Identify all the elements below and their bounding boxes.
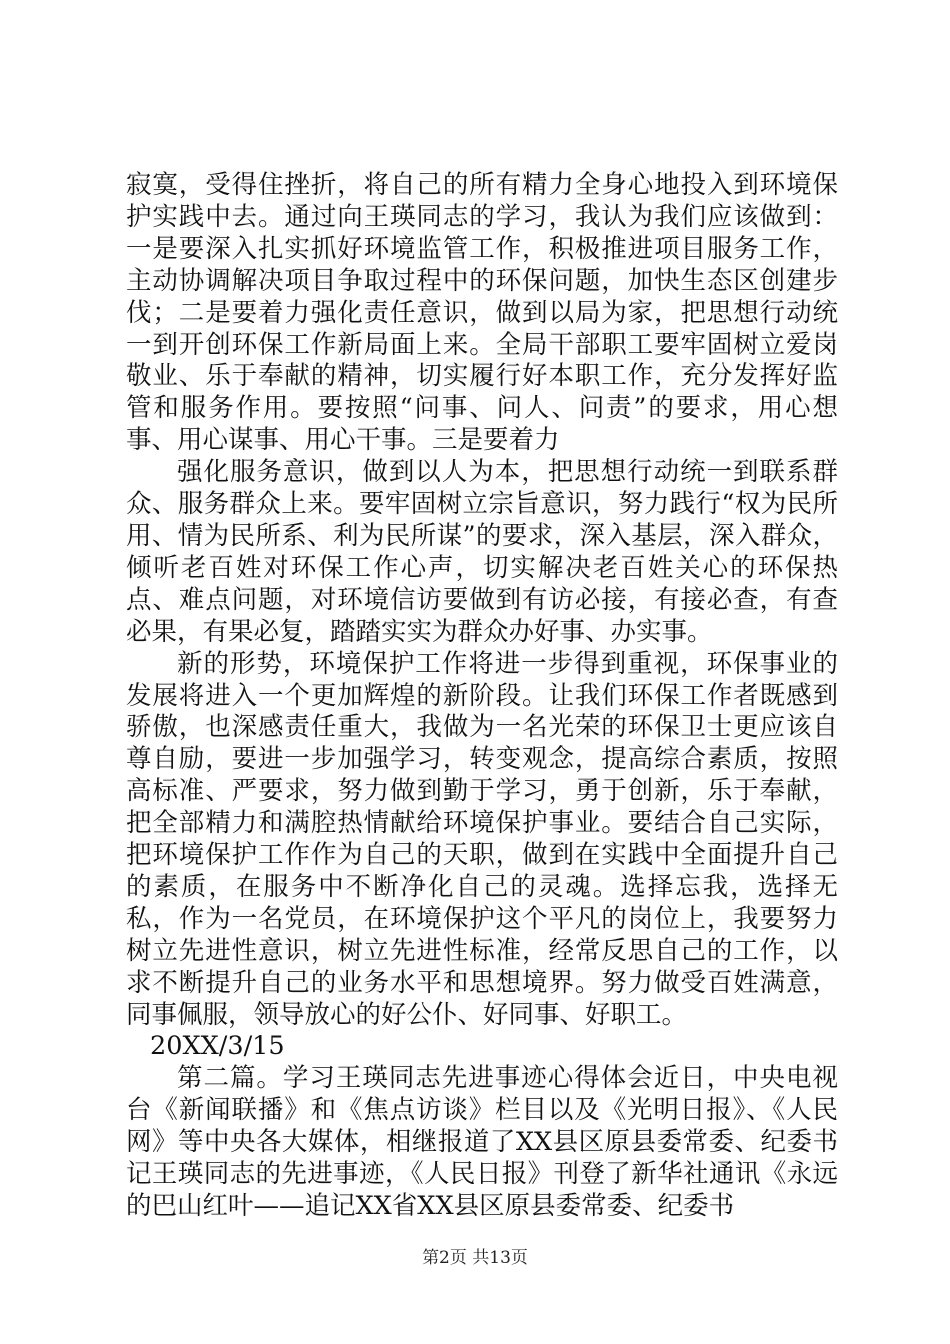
paragraph-service-awareness: 强化服务意识，做到以人为本，把思想行动统一到联系群众、服务群众上来。要牢固树立宗旨意识，努力践行“权为民所用、情为民所系、利为民所谋”的要求，深入基层，深入群众，倾听老百姓对环保工作心声，切实解决老百姓关心的环保热点、难点问题，对环境信访要做到有访必接，有接必查，有查必果，有果必复，踏踏实实为群众办好事、办实事。	[126, 457, 838, 647]
paragraph-continuation: 寂寞，受得住挫折，将自己的所有精力全身心地投入到环境保护实践中去。通过向王瑛同志的学习，我认为我们应该做到：一是要深入扎实抓好环境监管工作，积极推进项目服务工作，主动协调解决项目争取过程中的环保问题，加快生态区创建步伐；二是要着力强化责任意识，做到以局为家，把思想行动统一到开创环保工作新局面上来。全局干部职工要牢固树立爱岗敬业、乐于奉献的精神，切实履行好本职工作，充分发挥好监管和服务作用。要按照“问事、问人、问责”的要求，用心想事、用心谋事、用心干事。三是要着力	[126, 170, 838, 456]
date-line: 20XX/3/15	[150, 1031, 285, 1062]
document-body	[126, 170, 838, 1223]
page-number-footer: 第2页 共13页	[422, 1248, 528, 1268]
paragraph-new-situation: 新的形势，环境保护工作将进一步得到重视，环保事业的发展将进入一个更加辉煌的新阶段。让我们环保工作者既感到骄傲，也深感责任重大，我做为一名光荣的环保卫士更应该自尊自励，要进一步加强学习，转变观念，提高综合素质，按照高标准、严要求，努力做到勤于学习，勇于创新，乐于奉献，把全部精力和满腔热情献给环境保护事业。要结合自己实际，把环境保护工作作为自己的天职，做到在实践中全面提升自己的素质，在服务中不断净化自己的灵魂。选择忘我，选择无私，作为一名党员，在环境保护这个平凡的岗位上，我要努力树立先进性意识，树立先进性标准，经常反思自己的工作，以求不断提升自己的业务水平和思想境界。努力做受百姓满意，同事佩服，领导放心的好公仆、好同事、好职工。	[126, 648, 838, 1030]
paragraph-second-article: 第二篇。学习王瑛同志先进事迹心得体会近日，中央电视台《新闻联播》和《焦点访谈》栏目以及《光明日报》、《人民网》等中央各大媒体，相继报道了XX县区原县委常委、纪委书记王瑛同志的先进事迹，《人民日报》刊登了新华社通讯《永远的巴山红叶——追记XX省XX县区原县委常委、纪委书	[126, 1063, 838, 1221]
